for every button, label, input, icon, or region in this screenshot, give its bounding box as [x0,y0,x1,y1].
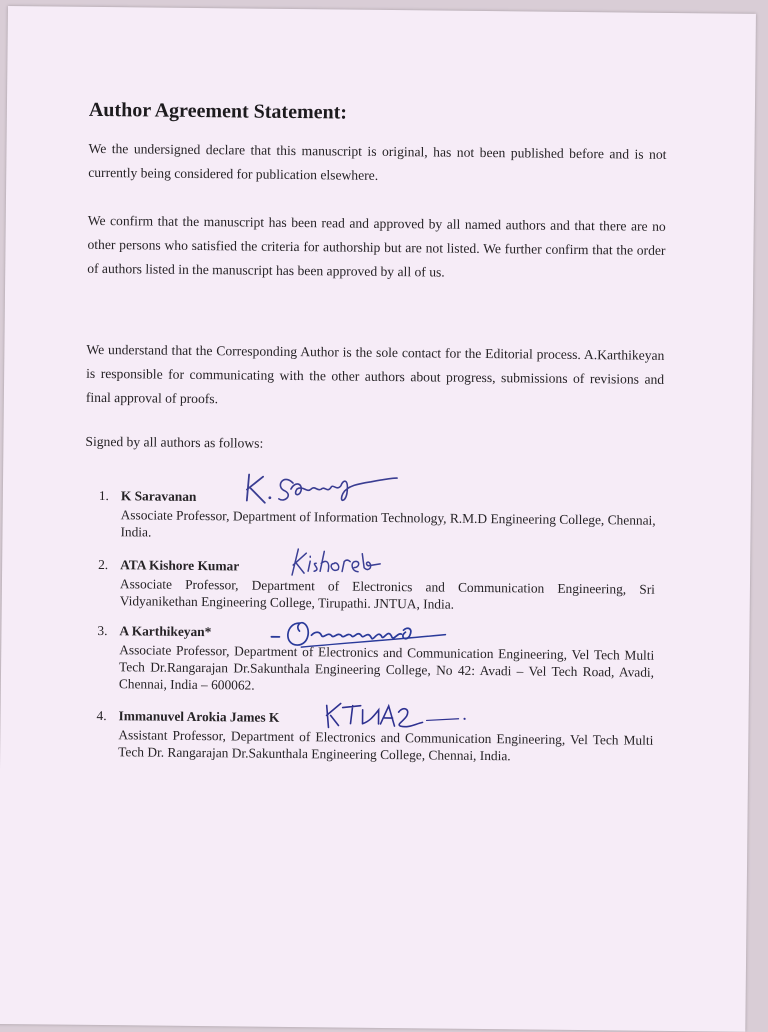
document-title: Author Agreement Statement: [88,98,348,124]
author-number: 4. [96,707,107,724]
author-affiliation: Associate Professor, Department of Information Technology, R.M.D Engineering College, Chennai, India. [120,507,656,540]
author-number: 2. [98,556,109,573]
author-affiliation: Associate Professor, Department of Electronics and Communication Engineering, Sri Vidyanikethan Engineering College, Tirupathi. JNTUA, India. [119,576,656,612]
corresponding-author-paragraph: We understand that the Corresponding Author is the sole contact for the Editorial process. A.Karthikeyan is responsible for communicating with the other authors about progress, submissions of revisions and final approval of proofs. [85,341,665,407]
author-number: 3. [97,622,108,639]
author-affiliation: Assistant Professor, Department of Electronics and Communication Engineering, Vel Tech Multi Tech Dr. Rangarajan Dr.Sakunthala Engineering College, Chennai, India. [118,727,654,764]
author-number: 1. [98,487,110,504]
originality-paragraph: We the undersigned declare that this manuscript is original, has not been published before and is not currently being considered for publication elsewhere. [88,140,667,183]
signature-karthikeyan [269,613,449,659]
document-page [0,6,756,1032]
signature-k-saravanan [241,462,401,510]
signature-kishore [288,543,388,580]
author-name: K Saravanan [120,488,197,504]
author-name: Immanuvel Arokia James K [118,708,280,725]
approval-paragraph: We confirm that the manuscript has been read and approved by all named authors and that there are no other persons who satisfied the criteria for authorship but are not listed. We further confirm that the order of authors listed in the manuscript has been approved by all of us. [87,212,666,280]
signature-immanuvel [322,697,472,735]
signed-intro: Signed by all authors as follows: [85,433,264,451]
author-affiliation: Associate Professor, Department of Electronics and Communication Engineering, Vel Tech Multi Tech Dr.Rangarajan Dr.Sakunthala Engineering College, No 42: Avadi – Vel Tech Road, Avadi, Chennai, India – 600062. [118,642,655,693]
author-name: ATA Kishore Kumar [120,557,240,574]
author-name: A Karthikeyan* [119,623,212,640]
